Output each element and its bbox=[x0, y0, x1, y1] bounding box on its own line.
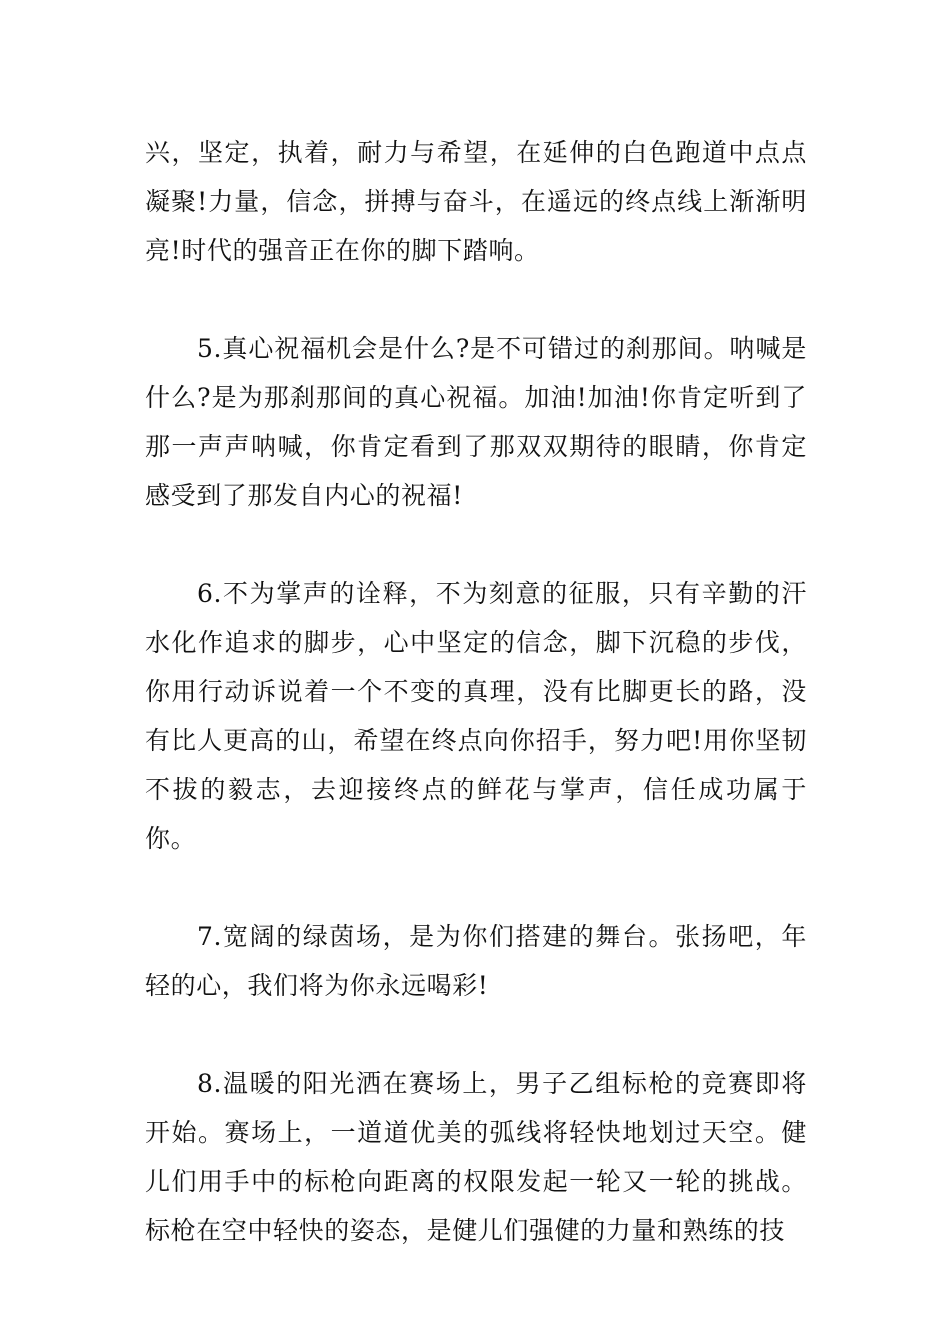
paragraph-gap bbox=[145, 1010, 807, 1059]
document-body bbox=[145, 128, 807, 1255]
paragraph-5: 5.真心祝福机会是什么?是不可错过的刹那间。呐喊是什么?是为那刹那间的真心祝福。加油!加油!你肯定听到了那一声声呐喊，你肯定看到了那双双期待的眼睛，你肯定感受到了那发自内心的祝福! bbox=[145, 334, 807, 510]
paragraph-gap bbox=[145, 520, 807, 569]
paragraph-6: 6.不为掌声的诠释，不为刻意的征服，只有辛勤的汗水化作追求的脚步，心中坚定的信念，脚下沉稳的步伐，你用行动诉说着一个不变的真理，没有比脚更长的路，没有比人更高的山，希望在终点向你招手，努力吧!用你坚韧不拔的毅志，去迎接终点的鲜花与掌声，信任成功属于你。 bbox=[145, 579, 807, 853]
paragraph-gap bbox=[145, 275, 807, 324]
paragraph-8: 8.温暖的阳光洒在赛场上，男子乙组标枪的竞赛即将开始。赛场上，一道道优美的弧线将轻快地划过天空。健儿们用手中的标枪向距离的权限发起一轮又一轮的挑战。标枪在空中轻快的姿态，是健儿们强健的力量和熟练的技 bbox=[145, 1069, 807, 1245]
paragraph-gap bbox=[145, 863, 807, 912]
paragraph-continued: 兴，坚定，执着，耐力与希望，在延伸的白色跑道中点点凝聚!力量，信念，拼搏与奋斗，在遥远的终点线上渐渐明亮!时代的强音正在你的脚下踏响。 bbox=[145, 138, 807, 265]
paragraph-7: 7.宽阔的绿茵场，是为你们搭建的舞台。张扬吧，年轻的心，我们将为你永远喝彩! bbox=[145, 922, 807, 1000]
